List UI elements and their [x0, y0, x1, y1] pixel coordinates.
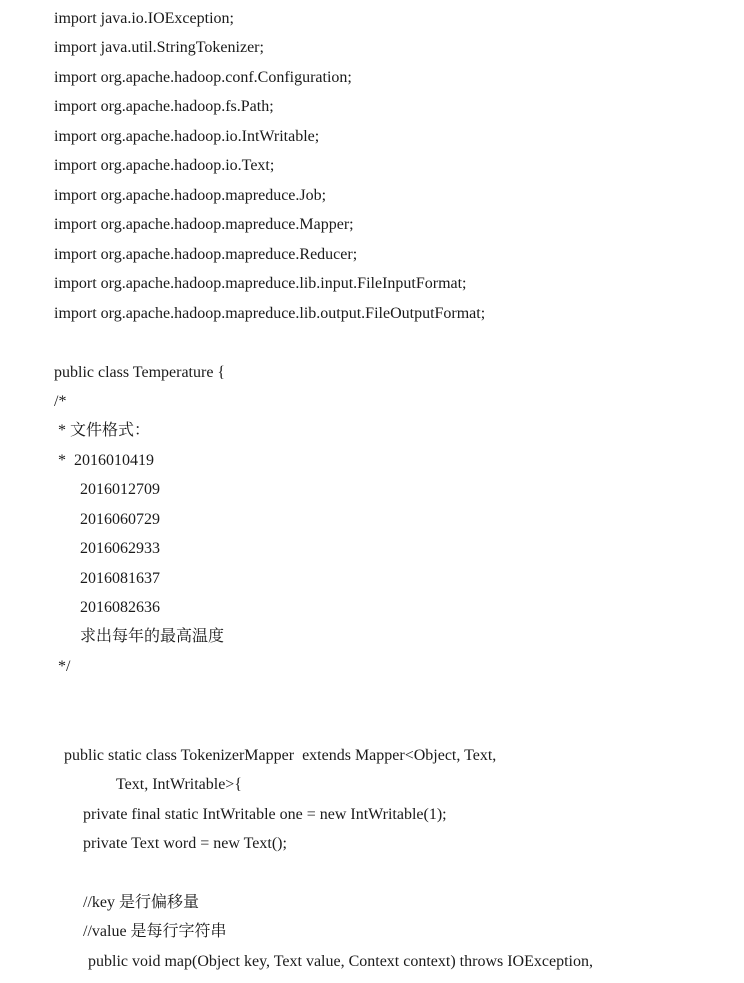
code-line: //key 是行偏移量 — [83, 894, 199, 911]
code-line: import org.apache.hadoop.conf.Configuration; — [54, 69, 352, 86]
code-line: public class Temperature { — [54, 364, 226, 381]
code-line: private Text word = new Text(); — [83, 835, 287, 852]
code-line: 求出每年的最高温度 — [80, 628, 225, 645]
code-line: */ — [58, 658, 71, 675]
code-line: import org.apache.hadoop.mapreduce.lib.input.FileInputFormat; — [54, 275, 467, 292]
code-line: 2016082636 — [80, 599, 160, 616]
code-line: import java.io.IOException; — [54, 10, 234, 27]
code-line: /* — [54, 393, 67, 410]
code-line: import org.apache.hadoop.mapreduce.lib.output.FileOutputFormat; — [54, 305, 486, 322]
code-line: public void map(Object key, Text value, Context context) throws IOException, — [88, 953, 593, 970]
code-line: import java.util.StringTokenizer; — [54, 39, 264, 56]
code-line: private final static IntWritable one = new IntWritable(1); — [83, 806, 447, 823]
code-line: //value 是每行字符串 — [83, 923, 227, 940]
code-line: * 2016010419 — [58, 452, 154, 469]
code-line: import org.apache.hadoop.fs.Path; — [54, 98, 274, 115]
code-line: 2016062933 — [80, 540, 160, 557]
code-line: import org.apache.hadoop.mapreduce.Job; — [54, 187, 327, 204]
code-line: import org.apache.hadoop.io.Text; — [54, 157, 275, 174]
code-line: * 文件格式： — [58, 422, 151, 439]
code-line: 2016012709 — [80, 481, 160, 498]
code-line: public static class TokenizerMapper extends Mapper<Object, Text, — [64, 747, 497, 764]
code-line: 2016081637 — [80, 570, 160, 587]
code-line: import org.apache.hadoop.io.IntWritable; — [54, 128, 320, 145]
code-line: import org.apache.hadoop.mapreduce.Reducer; — [54, 246, 358, 263]
code-line: import org.apache.hadoop.mapreduce.Mapper; — [54, 216, 354, 233]
code-line: 2016060729 — [80, 511, 160, 528]
code-line: Text, IntWritable>{ — [116, 776, 243, 793]
